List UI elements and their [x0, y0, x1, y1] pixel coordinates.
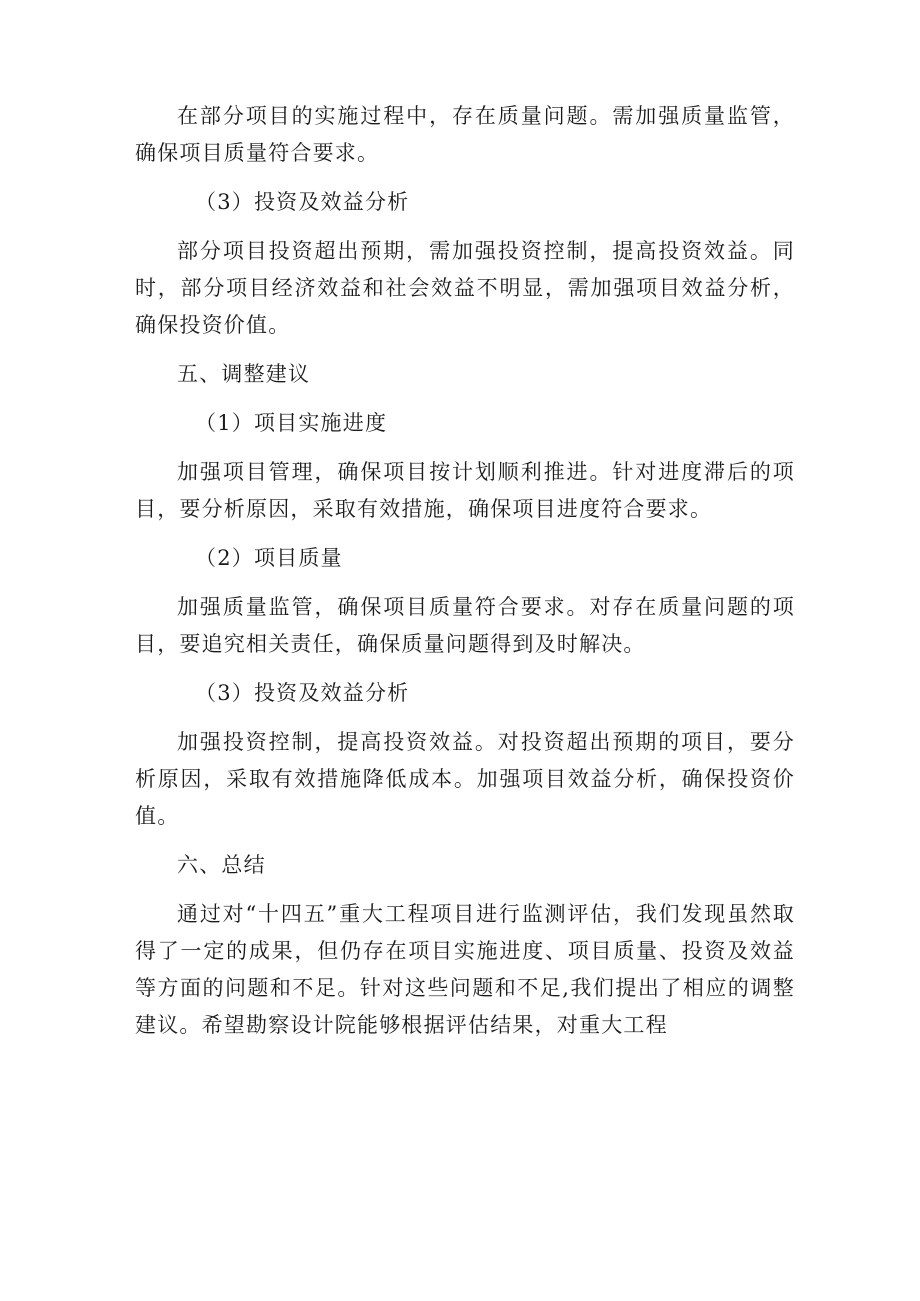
section-heading-summary: 六、总结 — [177, 853, 266, 877]
subheading-quality: （2）项目质量 — [195, 546, 343, 570]
document-body — [135, 98, 795, 1056]
paragraph-investment-advice: 加强投资控制，提高投资效益。对投资超出预期的项目，要分析原因，采取有效措施降低成本。加强项目效益分析，确保投资价值。 — [135, 730, 795, 828]
paragraph-quality-issue: 在部分项目的实施过程中，存在质量问题。需加强质量监管，确保项目质量符合要求。 — [135, 104, 795, 165]
subheading-progress: （1）项目实施进度 — [195, 411, 388, 435]
paragraph-summary: 通过对“十四五”重大工程项目进行监测评估，我们发现虽然取得了一定的成果，但仍存在项目实施进度、项目质量、投资及效益等方面的问题和不足。针对这些问题和不足,我们提出了相应的调整建议。希望勘察设计院能够根据评估结果，对重大工程 — [135, 902, 795, 1037]
paragraph-progress-advice: 加强项目管理，确保项目按计划顺利推进。针对进度滞后的项目，要分析原因，采取有效措施，确保项目进度符合要求。 — [135, 460, 795, 521]
subheading-investment-advice: （3）投资及效益分析 — [195, 681, 410, 705]
section-heading-adjustment: 五、调整建议 — [177, 362, 311, 386]
subheading-investment-analysis: （3）投资及效益分析 — [195, 190, 410, 214]
paragraph-quality-advice: 加强质量监管，确保项目质量符合要求。对存在质量问题的项目，要追究相关责任，确保质量问题得到及时解决。 — [135, 595, 795, 656]
paragraph-investment-issue: 部分项目投资超出预期，需加强投资控制，提高投资效益。同时，部分项目经济效益和社会效益不明显，需加强项目效益分析，确保投资价值。 — [135, 239, 795, 337]
